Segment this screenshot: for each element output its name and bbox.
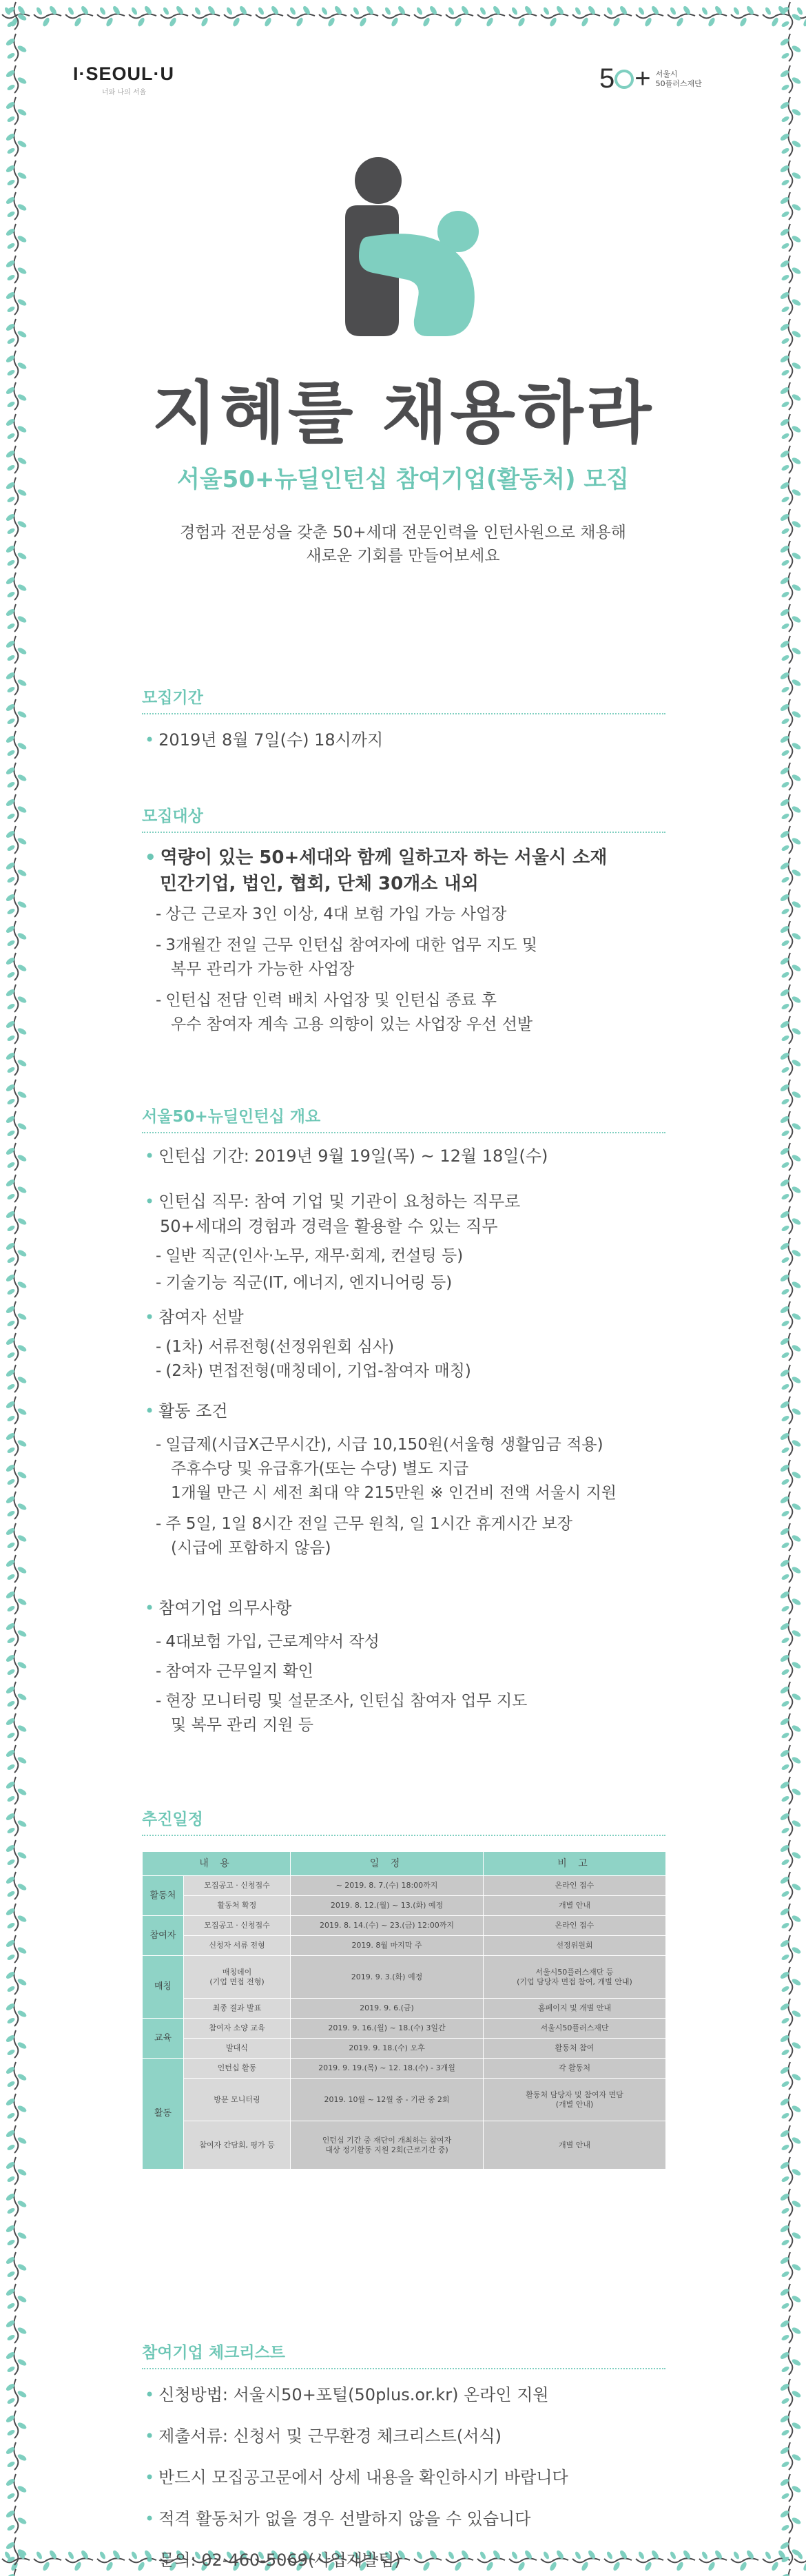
column-header: 일 정 [291, 1852, 484, 1876]
checklist-item: • 반드시 모집공고문에서 상세 내용을 확인하시기 바랍니다 [145, 2468, 568, 2487]
table-row [143, 2039, 666, 2059]
note-cell: 활동처 참여 [484, 2039, 666, 2059]
note-cell: 활동처 담당자 및 참여자 면담 (개별 안내) [484, 2079, 666, 2121]
task-cell: 인턴십 활동 [184, 2059, 291, 2079]
date-cell: 2019. 9. 16.(월) ~ 18.(수) 3일간 [291, 2019, 484, 2039]
table-row [143, 1936, 666, 1956]
target-heading: 모집대상 [142, 803, 665, 833]
checklist-item: • 문의: 02-460-5069(사업개발팀) [145, 2551, 401, 2570]
right-border-pattern [774, 0, 806, 2576]
intro-text: 경험과 전문성을 갖춘 50+세대 전문인력을 인턴사원으로 채용해 새로운 기회를 만들어보세요 [180, 524, 626, 565]
table-row [143, 1916, 666, 1936]
date-cell: ~ 2019. 8. 7.(수) 18:00까지 [291, 1876, 484, 1896]
checklist-item: • 신청방법: 서울시50+포털(50plus.or.kr) 온라인 지원 [145, 2385, 549, 2404]
table-row [143, 2019, 666, 2039]
period-item: • 2019년 8월 7일(수) 18시까지 [145, 730, 384, 750]
table-row [143, 2121, 666, 2170]
list-item: - 4대보험 가입, 근로계약서 작성 [156, 1633, 380, 1651]
task-cell: 방문 모니터링 [184, 2079, 291, 2121]
list-item: - 참여자 근무일지 확인 [156, 1662, 313, 1680]
overview-period: • 인턴십 기간: 2019년 9월 19일(목) ~ 12월 18일(수) [145, 1146, 548, 1166]
period-heading: 모집기간 [142, 685, 665, 714]
note-cell: 서울시50플러스재단 [484, 2019, 666, 2039]
left-border-pattern [0, 0, 32, 2576]
table-row [143, 1956, 666, 1999]
table-row [143, 2079, 666, 2121]
note-cell: 온라인 접수 [484, 1876, 666, 1896]
date-cell: 2019. 8. 14.(수) ~ 23.(금) 12:00까지 [291, 1916, 484, 1936]
note-cell: 개별 안내 [484, 1896, 666, 1916]
list-item: - 3개월간 전일 근무 인턴십 참여자에 대한 업무 지도 및 복무 관리가 가능한 사업장 [156, 936, 538, 978]
list-item: - (2차) 면접전형(매칭데이, 기업-참여자 매칭) [156, 1362, 471, 1380]
seoul-logo-text: I·SEOUL·U [73, 63, 174, 84]
task-cell: 활동처 확정 [184, 1896, 291, 1916]
duty-sub-list [156, 1244, 721, 1295]
duties-sub-list [156, 1630, 721, 1738]
list-item: - 현장 모니터링 및 설문조사, 인턴십 참여자 업무 지도 및 복무 관리 지원 등 [156, 1692, 528, 1734]
task-cell: 모집공고 · 신청접수 [184, 1876, 291, 1896]
overview-heading: 서울50+뉴딜인턴십 개요 [142, 1104, 665, 1133]
date-cell: 2019. 9. 3.(화) 예정 [291, 1956, 484, 1999]
list-item: - 일급제(시급X근무시간), 시급 10,150원(서울형 생활임금 적용) 주휴수당 및 유급휴가(또는 수당) 별도 지급 1개월 만근 시 세전 최대 약 215만원 ※ 인건비 전액 서울시 지원 [156, 1436, 617, 1502]
overview-duty: • 인턴십 직무: 참여 기업 및 기관이 요청하는 직무로 50+세대의 경험과 경력을 활용할 수 있는 직무 [145, 1192, 521, 1236]
group-label: 활동 [143, 2059, 184, 2170]
date-cell: 2019. 9. 19.(목) ~ 12. 18.(수) - 3개월 [291, 2059, 484, 2079]
date-cell: 2019. 8월 마지막 주 [291, 1936, 484, 1956]
note-cell: 각 활동처 [484, 2059, 666, 2079]
poster-content [32, 32, 774, 2570]
list-item: - 상근 근로자 3인 이상, 4대 보험 가입 가능 사업장 [156, 905, 507, 923]
list-item: - 기술기능 직군(IT, 에너지, 엔지니어링 등) [156, 1274, 453, 1292]
task-cell: 최종 결과 발표 [184, 1999, 291, 2019]
table-header-row [143, 1852, 666, 1876]
schedule-heading: 추진일정 [142, 1806, 665, 1836]
table-row [143, 1876, 666, 1896]
task-cell: 참여자 간담회, 평가 등 [184, 2121, 291, 2170]
top-border-pattern [0, 0, 806, 32]
column-header: 내 용 [143, 1852, 291, 1876]
date-cell: 2019. 9. 18.(수) 오후 [291, 2039, 484, 2059]
date-cell: 2019. 10월 ~ 12월 중 - 기관 중 2회 [291, 2079, 484, 2121]
date-cell: 2019. 9. 6.(금) [291, 1999, 484, 2019]
column-header: 비 고 [484, 1852, 666, 1876]
overview-selection: • 참여자 선발 [145, 1308, 244, 1327]
group-label: 참여자 [143, 1916, 184, 1956]
note-cell: 선정위원회 [484, 1936, 666, 1956]
task-cell: 발대식 [184, 2039, 291, 2059]
note-cell: 온라인 접수 [484, 1916, 666, 1936]
task-cell: 참여자 소양 교육 [184, 2019, 291, 2039]
table-row [143, 1896, 666, 1916]
task-cell: 매칭데이 (기업 면접 전형) [184, 1956, 291, 1999]
list-item: - (1차) 서류전형(선정위원회 심사) [156, 1338, 395, 1356]
overview-duties: • 참여기업 의무사항 [145, 1598, 292, 1618]
target-main: • 역량이 있는 50+세대와 함께 일하고자 하는 서울시 소재 민간기업, 법인, 협회, 단체 30개소 내외 [145, 847, 608, 894]
seoul-logo-tagline: 너와 나의 서울 [102, 89, 147, 96]
overview-conditions: • 활동 조건 [145, 1401, 228, 1421]
foundation-logo [599, 63, 702, 94]
group-label: 교육 [143, 2019, 184, 2059]
group-label: 활동처 [143, 1876, 184, 1916]
group-label: 매칭 [143, 1956, 184, 2019]
schedule-table [142, 1851, 666, 2170]
list-item: - 일반 직군(인사·노무, 재무·회계, 컨설팅 등) [156, 1247, 464, 1265]
foundation-name-line1: 서울시 [655, 69, 678, 79]
note-cell: 홈페이지 및 개별 안내 [484, 1999, 666, 2019]
note-cell: 서울시50플러스재단 등 (기업 담당자 면접 참여, 개별 안내) [484, 1956, 666, 1999]
task-cell: 모집공고 · 신청접수 [184, 1916, 291, 1936]
task-cell: 신청자 서류 전형 [184, 1936, 291, 1956]
table-row [143, 2059, 666, 2079]
date-cell: 2019. 8. 12.(월) ~ 13.(화) 예정 [291, 1896, 484, 1916]
checklist-heading: 참여기업 체크리스트 [142, 2340, 665, 2369]
fifty-plus-logo: 5 + [599, 63, 650, 94]
foundation-name-line2: 50플러스재단 [655, 79, 702, 88]
date-cell: 인턴십 기간 중 재단이 개최하는 참여자 대상 정기활동 지원 2회(근로기간 중) [291, 2121, 484, 2170]
table-row [143, 1999, 666, 2019]
page-title: 지혜를 채용하라 [152, 374, 654, 453]
list-item: - 주 5일, 1일 8시간 전일 근무 원칙, 일 1시간 휴게시간 보장 (시급에 포함하지 않음) [156, 1515, 572, 1557]
note-cell: 개별 안내 [484, 2121, 666, 2170]
people-helping-icon [324, 156, 490, 341]
checklist-item: • 적격 활동처가 없을 경우 선발하지 않을 수 있습니다 [145, 2509, 531, 2528]
target-sub-list [156, 903, 721, 1037]
page-subtitle: 서울50+뉴딜인턴십 참여기업(활동처) 모집 [176, 466, 630, 493]
seoul-logo [73, 63, 174, 96]
selection-sub-list [156, 1335, 721, 1383]
list-item: - 인턴십 전담 인력 배치 사업장 및 인턴십 종료 후 우수 참여자 계속 고용 의향이 있는 사업장 우선 선발 [156, 991, 533, 1033]
conditions-sub-list [156, 1433, 721, 1560]
checklist-item: • 제출서류: 신청서 및 근무환경 체크리스트(서식) [145, 2426, 502, 2446]
